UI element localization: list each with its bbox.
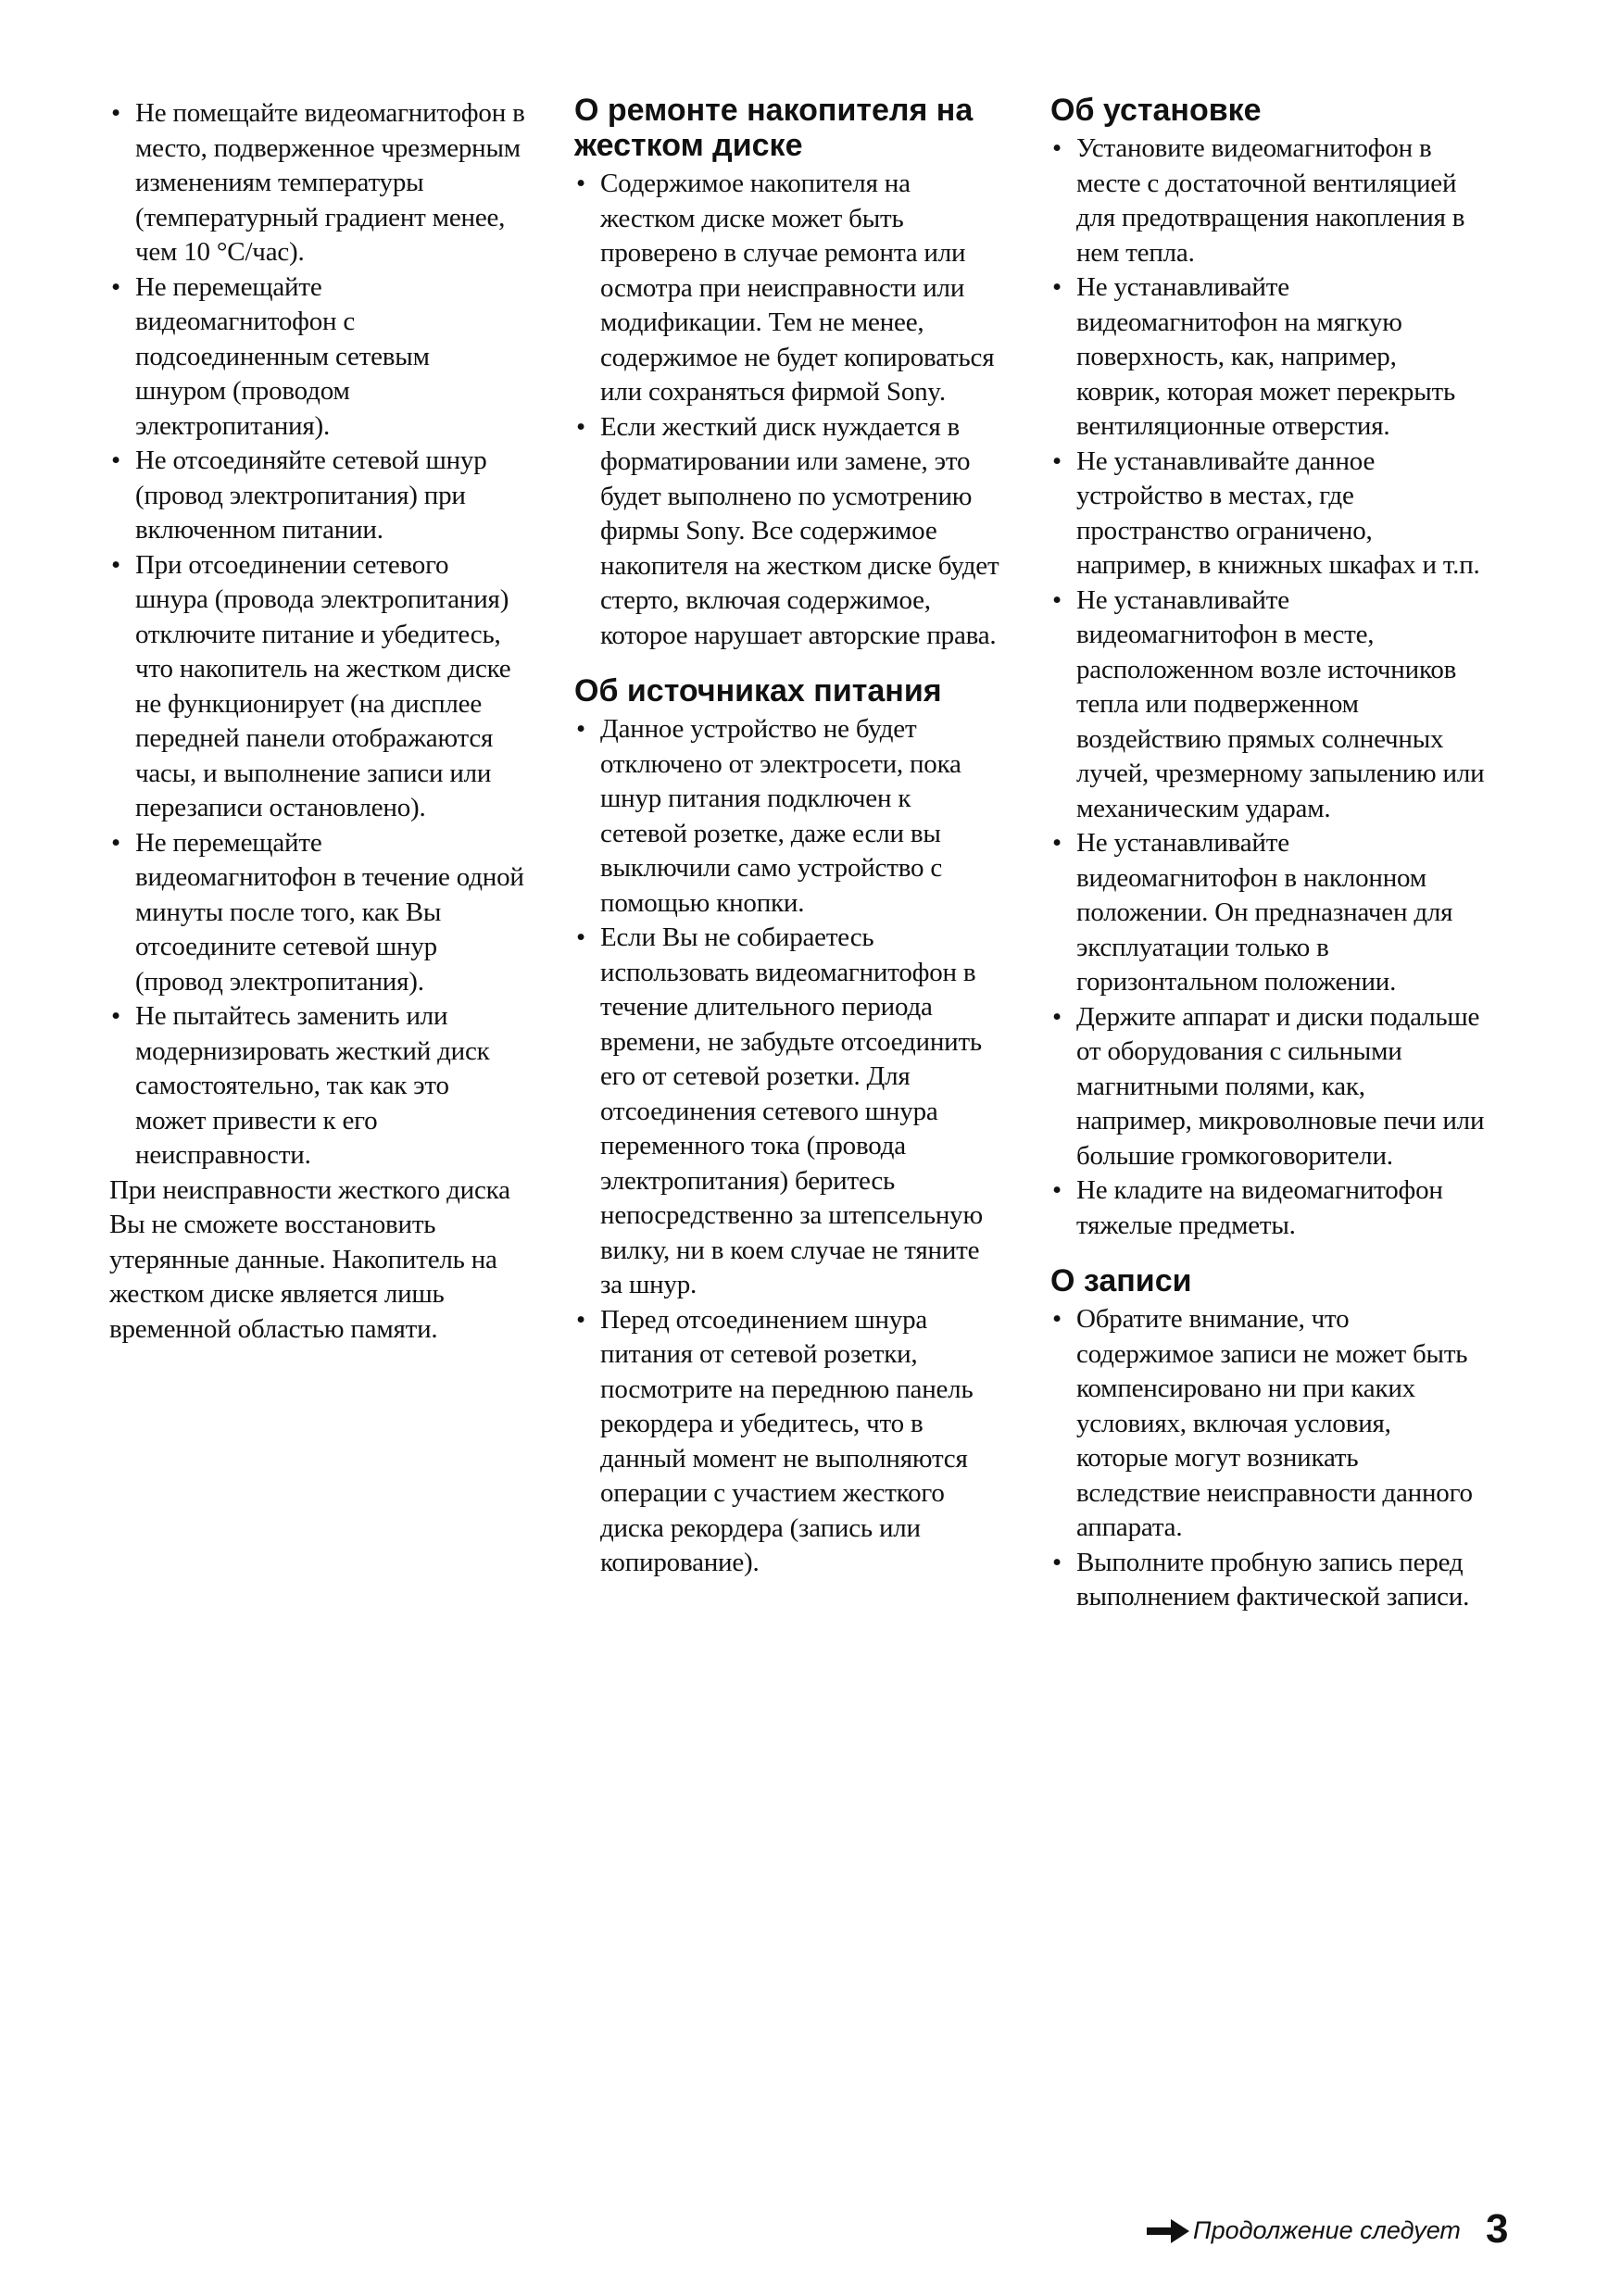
section-title-repair: О ремонте накопителя на жестком диске — [574, 93, 974, 163]
list-item: • Выполните пробную запись перед выполнением фактической записи. — [1050, 1546, 1486, 1615]
list-item: • Обратите внимание, что содержимое записи не может быть компенсировано ни при каких условиях, включая условия, которые могут возникать вследствие неисправности данного аппарата. — [1050, 1302, 1486, 1546]
list-item: • Перед отсоединением шнура питания от сетевой розетки, посмотрите на переднюю панель рекордера и убедитесь, что в данный момент не выполняются операции с участием жесткого диска рекордера (запись или копирование). — [574, 1303, 1000, 1581]
list-item: • Не устанавливайте данное устройство в местах, где пространство ограничено, например, в книжных шкафах и т.п. — [1050, 445, 1486, 583]
list-item: • При отсоединении сетевого шнура (провода электропитания) отключите питание и убедитесь, что накопитель на жестком диске не функционирует (на дисплее передней панели отображаются часы, и выполнение записи или перезаписи остановлено). — [109, 548, 526, 826]
section-title-power: Об источниках питания — [574, 673, 942, 709]
list-item: • Не пытайтесь заменить или модернизировать жесткий диск самостоятельно, так как это может привести к его неисправности. — [109, 999, 526, 1173]
list-item: • Не устанавливайте видеомагнитофон в наклонном положении. Он предназначен для эксплуатации только в горизонтальном положении. — [1050, 826, 1486, 1000]
list-item: • Не перемещайте видеомагнитофон с подсоединенным сетевым шнуром (проводом электропитания). — [109, 270, 526, 445]
column-middle — [574, 93, 1000, 1581]
list-item: • Не помещайте видеомагнитофон в место, подверженное чрезмерным изменениям температуры (температурный градиент менее, чем 10 °C/час). — [109, 96, 526, 270]
list-item: • Держите аппарат и диски подальше от оборудования с сильными магнитными полями, как, например, микроволновые печи или большие громкоговорители. — [1050, 1000, 1486, 1174]
column-left — [109, 96, 526, 1347]
list-item: • Не устанавливайте видеомагнитофон на мягкую поверхность, как, например, коврик, которая может перекрыть вентиляционные отверстия. — [1050, 270, 1486, 445]
column-right — [1050, 93, 1486, 1615]
list-item: • Установите видеомагнитофон в месте с достаточной вентиляцией для предотвращения накопления в нем тепла. — [1050, 132, 1486, 270]
page-number: 3 — [1486, 2206, 1509, 2252]
list-item: • Не отсоединяйте сетевой шнур (провод электропитания) при включенном питании. — [109, 444, 526, 548]
continued-note — [1147, 2216, 1461, 2245]
bullet-list-precautions — [109, 96, 526, 1173]
bullet-list-repair — [574, 167, 1000, 653]
bullet-list-recording — [1050, 1302, 1486, 1615]
list-item: • Не перемещайте видеомагнитофон в течение одной минуты после того, как Вы отсоедините сетевой шнур (провод электропитания). — [109, 826, 526, 1000]
continued-text: Продолжение следует — [1193, 2216, 1461, 2244]
bullet-list-install — [1050, 132, 1486, 1243]
hdd-warning-paragraph: При неисправности жесткого диска Вы не сможете восстановить утерянные данные. Накопитель на жестком диске является лишь временной областью памяти. — [109, 1174, 510, 1344]
list-item: • Не кладите на видеомагнитофон тяжелые предметы. — [1050, 1173, 1486, 1243]
section-title-install: Об установке — [1050, 93, 1262, 128]
list-item: • Если Вы не собираетесь использовать видеомагнитофон в течение длительного периода времени, не забудьте отсоединить его от сетевой розетки. Для отсоединения сетевого шнура переменного тока (провода электропитания) беритесь непосредственно за штепсельную вилку, ни в коем случае не тяните за шнур. — [574, 921, 1000, 1303]
section-title-recording: О записи — [1050, 1263, 1192, 1299]
bullet-list-power — [574, 712, 1000, 1581]
list-item: • Данное устройство не будет отключено от электросети, пока шнур питания подключен к сетевой розетке, даже если вы выключили само устройство с помощью кнопки. — [574, 712, 1000, 921]
list-item: • Если жесткий диск нуждается в форматировании или замене, это будет выполнено по усмотрению фирмы Sony. Все содержимое накопителя на жестком диске будет стерто, включая содержимое, которое нарушает авторские права. — [574, 410, 1000, 654]
list-item: • Содержимое накопителя на жестком диске может быть проверено в случае ремонта или осмотра при неисправности или модификации. Тем не менее, содержимое не будет копироваться или сохраняться фирмой Sony. — [574, 167, 1000, 410]
arrow-right-icon — [1147, 2217, 1189, 2245]
list-item: • Не устанавливайте видеомагнитофон в месте, расположенном возле источников тепла или подверженном воздействию прямых солнечных лучей, чрезмерному запылению или механическим ударам. — [1050, 583, 1486, 827]
